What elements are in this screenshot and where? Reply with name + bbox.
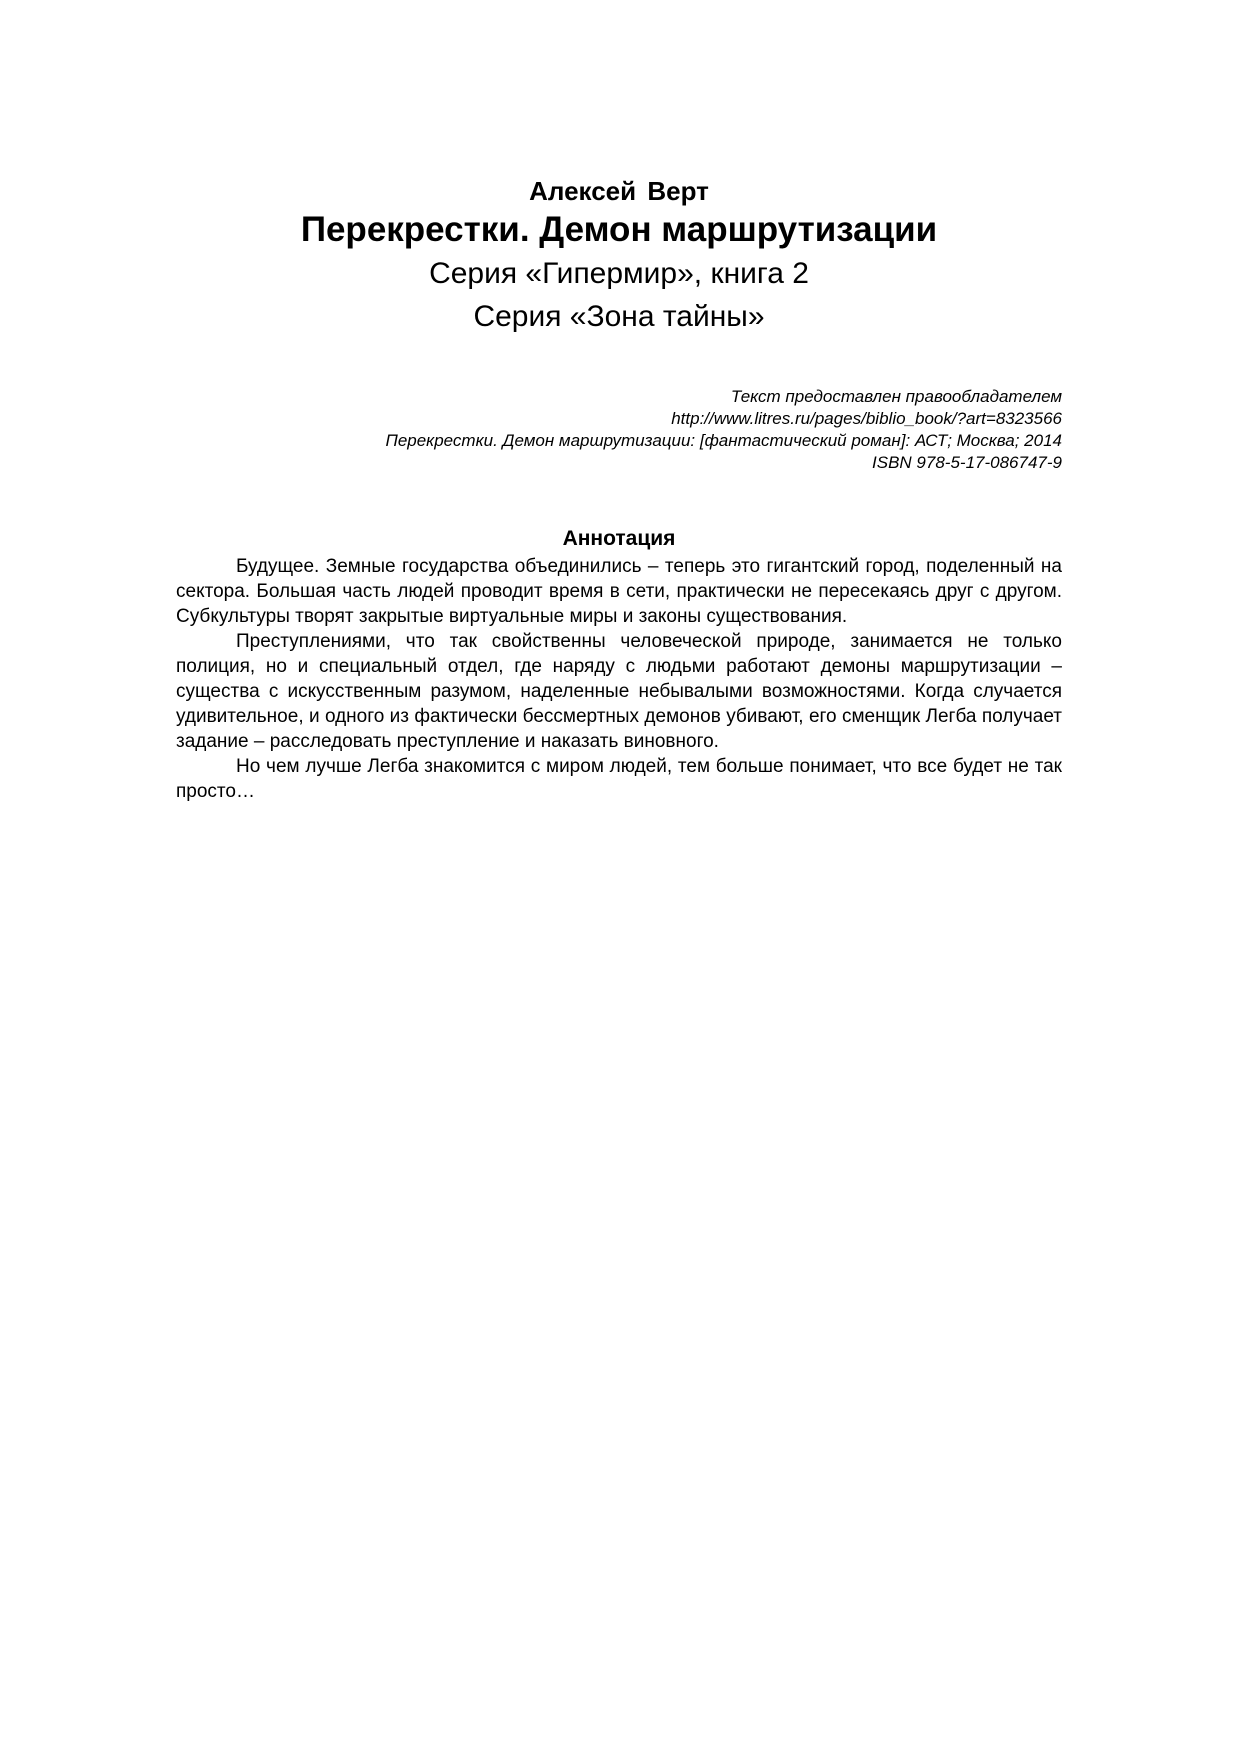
- annotation-body: [176, 554, 1062, 804]
- series-line-2: Серия «Зона тайны»: [473, 300, 765, 333]
- title-block: [176, 174, 1062, 338]
- publication-info: [386, 386, 1063, 474]
- annotation-paragraph: Но чем лучше Легба знакомится с миром людей, тем больше понимает, что все будет не так просто…: [176, 756, 1062, 802]
- edition-info: Перекрестки. Демон маршрутизации: [фантастический роман]: АСТ; Москва; 2014: [385, 431, 1062, 450]
- source-link[interactable]: http://www.litres.ru/pages/biblio_book/?art=8323566: [671, 409, 1062, 428]
- series-line-1: Серия «Гипермир», книга 2: [429, 257, 809, 290]
- isbn: ISBN 978-5-17-086747-9: [872, 453, 1062, 472]
- book-title: Перекрестки. Демон маршрутизации: [300, 210, 938, 249]
- annotation-paragraph: Преступлениями, что так свойственны человеческой природе, занимается не только полиция, но и специальный отдел, где наряду с людьми работают демоны маршрутизации – существа с искусственным разумом, наделенные небывалыми возможностями. Когда случается удивительное, и одного из фактически бессмертных демонов убивают, его сменщик Легба получает задание – расследовать преступление и наказать виновного.: [176, 631, 1062, 752]
- author-name: Алексей Верт: [529, 176, 709, 206]
- annotation-heading: Аннотация: [562, 527, 676, 550]
- rights-notice: Текст предоставлен правообладателем: [730, 387, 1062, 406]
- annotation-paragraph: Будущее. Земные государства объединились – теперь это гигантский город, поделенный на сектора. Большая часть людей проводит время в сети, практически не пересекаясь друг с другом. Субкультуры творят закрытые виртуальные миры и законы существования.: [176, 556, 1062, 627]
